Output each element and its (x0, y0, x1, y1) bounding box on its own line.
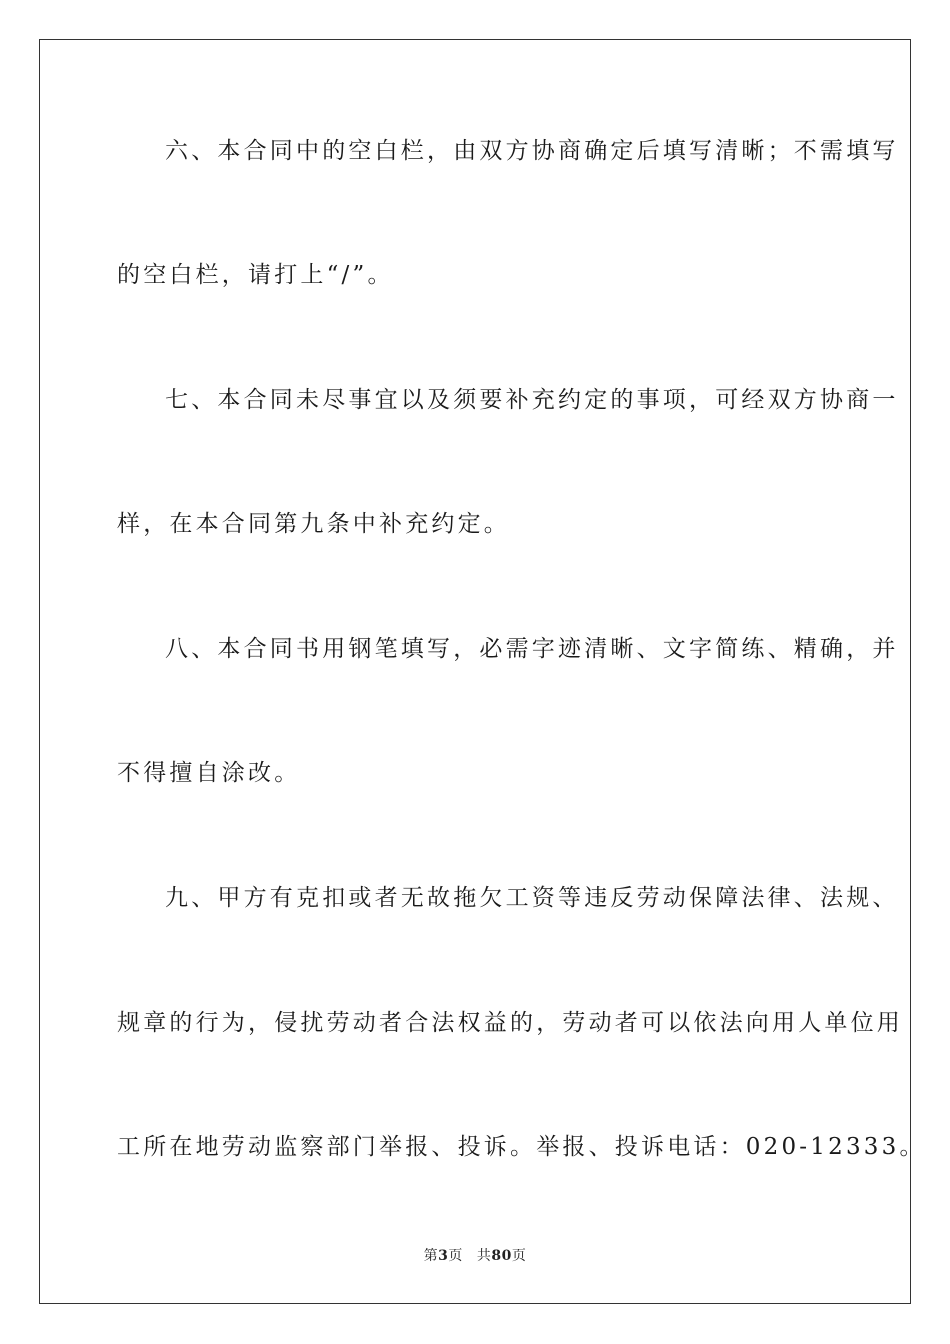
paragraph-8-line-2: 不得擅自涂改。 (117, 760, 301, 786)
paragraph-6-line-2: 的空白栏，请打上“/”。 (117, 262, 394, 288)
total-prefix: 共 (476, 1248, 492, 1264)
paragraph-6-line-1: 六、本合同中的空白栏，由双方协商确定后填写清晰；不需填写 (165, 138, 899, 164)
page-footer (0, 1247, 950, 1265)
paragraph-7-line-2: 样，在本合同第九条中补充约定。 (117, 511, 510, 537)
paragraph-9-line-2: 规章的行为，侵扰劳动者合法权益的，劳动者可以依法向用人单位用 (117, 1010, 903, 1036)
page-number: 3 (438, 1248, 449, 1264)
page-border (39, 39, 926, 1304)
page-prefix: 第 (423, 1248, 439, 1264)
page-unit: 页 (448, 1248, 463, 1264)
paragraph-9-line-1: 九、甲方有克扣或者无故拖欠工资等违反劳动保障法律、法规、 (165, 885, 899, 911)
paragraph-7-line-1: 七、本合同未尽事宜以及须要补充约定的事项，可经双方协商一 (165, 387, 899, 413)
paragraph-8-line-1: 八、本合同书用钢笔填写，必需字迹清晰、文字简练、精确，并 (165, 636, 899, 662)
paragraph-9-line-3: 工所在地劳动监察部门举报、投诉。举报、投诉电话：020-12333。 (117, 1134, 926, 1160)
total-pages: 80 (491, 1248, 512, 1264)
total-unit: 页 (511, 1248, 527, 1264)
